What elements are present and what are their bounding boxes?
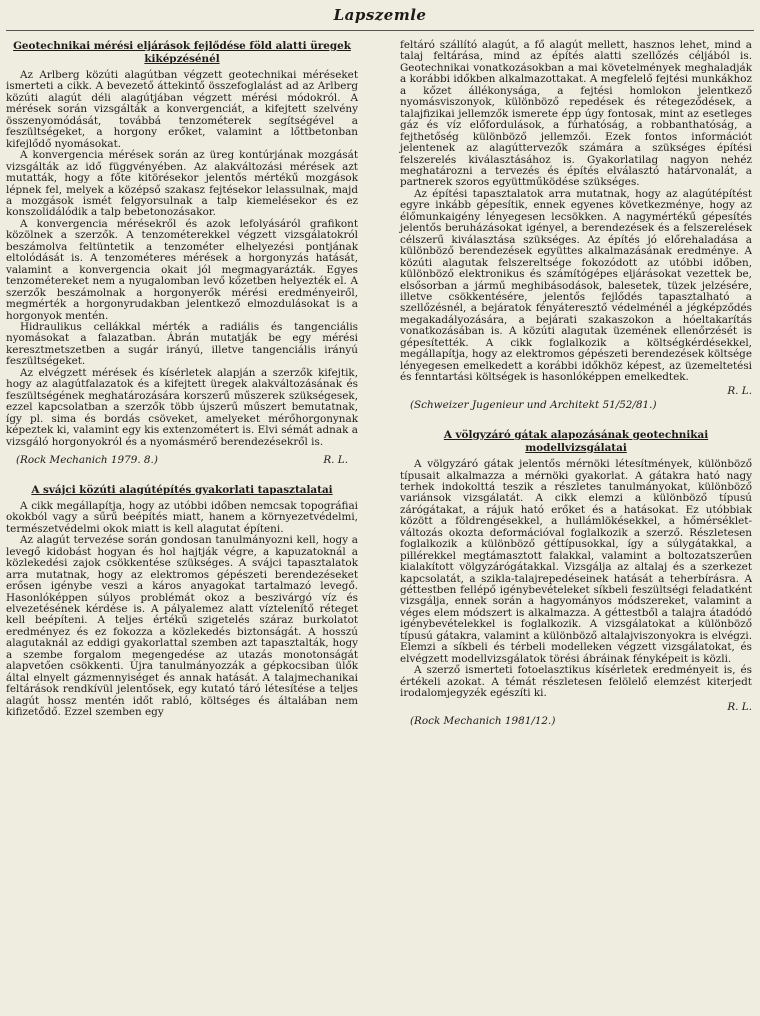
- author-initials: R. L.: [323, 453, 348, 466]
- article-title: A svájci közúti alagútépítés gyakorlati tapasztalatai: [31, 483, 333, 496]
- paragraph: Az Arlberg közúti alagútban végzett geotechnikai méréseket ismerteti a cikk. A bevezető áttekintő összefoglalást ad az Arlberg közúti alagút déli alagútjában végzett mérési módokról. A mérések során vizsgálták a konvergenciát, a kifejtett szelvény összenyomódását, továbbá tenzométerek segítségével a feszültségeket, a horgony erőket, valamint a lőttbetonban kifejlődő nyomásokat.: [6, 69, 358, 150]
- right-column: [400, 40, 752, 745]
- source-citation: (Rock Mechanich 1981/12.): [410, 715, 556, 728]
- source-citation: (Rock Mechanich 1979. 8.): [16, 453, 158, 466]
- paragraph: Hidraulikus cellákkal mérték a radiális és tangenciális nyomásokat a falazatban. Ábrán mutatják be egy mérési keresztmetszetben a sugár irányú, illetve tangenciális irányú feszültségeket.: [6, 320, 358, 368]
- header-divider: [6, 30, 754, 31]
- paragraph: Az építési tapasztalatok arra mutatnak, hogy az alagútépítést egyre inkább gépesítik, ennek egyenes következménye, hogy az élőmunkaigény lényegesen lecsökken. A nagymértékű gépesítés jelentős beruházásokat igényel, a berendezések és a felszerelések célszerű kiválasztása szükséges. Az építés jó előrehaladása a különböző berendezések együttes alkalmazásának eredménye. A közúti alagutak felszereltsége fokozódott az utóbbi időben, különböző elektronikus és számítógépes eljárásokat vezettek be, elsősorban a jármű meghibásodások, balesetek, tüzek jelzésére, illetve csökkentésére, jelentős fejlődés tapasztalható a szellőzésnél, a bejáratok fényáteresztő védelménél a jégképződés megakadályozására, a bejárati szakaszokon a hóeltakarítás vonatkozásában is. A közúti alagutak üzemének ellenőrzését is gépesítették. A cikk foglalkozik a költségkérdésekkel, megállapítja, hogy az elektromos gépészeti berendezések költsége lényegesen emelkedett a korábbi időkhöz képest, az üzemeltetési és fenntartási költségek is hasonlóképpen emelkedtek.: [400, 187, 752, 384]
- left-column: [6, 40, 358, 719]
- source-citation: (Schweizer Jugenieur und Architekt 51/52/81.): [410, 399, 657, 412]
- paragraph: A konvergencia mérések során az üreg kontúrjának mozgását vizsgálták az idő függvényében. Az alakváltozási mérések azt mutatták, hogy a főte kitörésekor jelentős mértékű mozgások lépnek fel, melyek a középső szakasz fejtésekor lelassulnak, majd a mozgások ismét felgyorsulnak a talp kiemelésekor és ez konszolidálódik a talp bebetonozásakor.: [6, 149, 358, 219]
- paragraph: A szerző ismerteti fotoelasztikus kísérletek eredményeit is, és értékeli azokat. A témát részletesen felölelő elemzést kiterjedt irodalomjegyzék egészíti ki.: [400, 664, 752, 700]
- paragraph: Az elvégzett mérések és kísérletek alapján a szerzők kifejtik, hogy az alagútfalazatok és a kifejtett üregek alakváltozásának és feszültségének meghatározására korszerű műszerek szükségesek, ezzel kapcsolatban a szerzők több újszerű műszert bemutatnak, így pl. sima és bordás csöveket, amelyeket mérőhorgonynak képeztek ki, valamint egy kis extenzométert is. Elvi sémát adnak a vizsgáló horgonyokról és a nyomásmérő berendezésekről is.: [6, 366, 358, 448]
- article-source: [410, 715, 742, 727]
- paragraph: Az alagút tervezése során gondosan tanulmányozni kell, hogy a levegő kidobást hogyan és hol hajtják végre, a kapuzatoknál a közlekedési zajok csökkentése szükséges. A svájci tapasztalatok arra mutatnak, hogy az elektromos gépészeti berendezéseket erősen igénybe veszi a káros anyagokat tartalmazó levegő. Hasonlóképpen súlyos problémát okoz a beszivárgó víz és elvezetésének kérdése is. A pályalemez alatt víztelenítő réteget kell beépíteni. A teljes értékű szigetelés száraz burkolatot eredményez és ez fokozza a közlekedés biztonságát. A hosszú alagutaknál az eddigi gyakorlattal szemben azt tapasztalták, hogy a szembe forgalom megengedése az utazás monotonságát alapvetően csökkenti. Újra tanulmányozzák a gépkocsiban ülők által elnyelt gázmennyiséget és annak hatását. A talajmechanikai feltárások rendkívül jelentősek, egy kutató táró létesítése a teljes alagút hossz mentén időt rabló, költséges és általában nem kifizetődő. Ezzel szemben egy: [6, 534, 358, 719]
- author-initials: R. L.: [727, 700, 752, 713]
- paragraph: A cikk megállapítja, hogy az utóbbi időben nemcsak topográfiai okokból vagy a sűrű beépítés miatt, hanem a környezetvédelmi, természetvédelmi okok miatt is kell alagutat építeni.: [6, 499, 358, 535]
- article-source: [16, 454, 348, 466]
- article-source: [410, 399, 742, 411]
- author-initials: R. L.: [727, 384, 752, 397]
- paragraph: feltáró szállító alagút, a fő alagút mellett, hasznos lehet, mind a talaj feltárása, mind az építés alatti szellőzés céljából is. Geotechnikai vonatkozásokban a mai követelmények meghaladják a korábbi időkben alkalmazottakat. A megfelelő fejtési munkákhoz a kőzet állékonysága, a fejtési homlokon jelentkező nyomásviszonyok, különböző repedések és rétegeződések, a talajfizikai jellemzők ismerete épp úgy fontosak, mint az esetleges gáz és víz előfordulások, a fúrhatóság, a robbanthatóság, a fejthetőség különböző jellemzői. Ezek fontos információt jelentenek az alagúttervezők számára a szükséges építési felszerelés kiválasztásához is. Gyakorlatilag nagyon nehéz meghatározni a tervezés és építés elválasztó határvonalát, a partnerek szoros együttműködése szükséges.: [400, 39, 752, 189]
- paragraph: A völgyzáró gátak jelentős mérnöki létesítmények, különböző típusait alkalmazza a mérnöki gyakorlat. A gátakra ható nagy terhek indokolttá teszik a részletes tanulmányokat, különböző variánsok vizsgálatát. A cikk elemzi a különböző típusú zárógátakat, a rájuk ható erőket és a hatásokat. Ez utóbbiak között a földrengésekkel, a hullámlökésekkel, a hőmérséklet-változás okozta deformációval foglalkozik a szerző. Részletesen foglalkozik a különböző géttípusokkal, így a súlygátakkal, a pillérekkel megtámasztott falakkal, valamint a boltozatszerűen kialakított völgyzárógátakkal. Vizsgálja az altalaj és a szerkezet kapcsolatát, a szikla-talajrepedéseinek hatását a teherbírásra. A géttestben fellépő igénybevételeket síkbeli feszültségi feladatként vizsgálja, ennek során a hagyományos módszereket, valamint a véges elem módszert is alkalmazza. A géttestből a talajra átadódó igénybevételekkel is foglalkozik. A vizsgálatokat a különböző típusú gátakra, valamint a különböző altalajviszonyokra is elvégzi. Elemzi a síkbeli és térbeli modelleken végzett vizsgálatokat, és elvégzett modellvizsgálatok törési ábráinak fényképeit is közli.: [400, 458, 752, 665]
- page-header-title: Lapszemle: [333, 6, 427, 24]
- article-title: Geotechnikai mérési eljárások fejlődése föld alatti üregek kiképzésénél: [13, 40, 351, 65]
- article-title: A völgyzáró gátak alapozásának geotechnikai modellvizsgálatai: [443, 429, 709, 455]
- paragraph: A konvergencia mérésekről és azok lefolyásáról grafikont közölnek a szerzők. A tenzométerekkel végzett vizsgálatokról beszámolva feltüntetik a tenzométer elhelyezési pontjának eltolódását is. A tenzométeres mérések a horgonyzás hatását, valamint a konvergencia okait jól megmagyarázták. Egyes tenzométereket nem a nyugalomban levő kőzetben helyezték el. A szerzők beszámolnak a horgonyerők mérési eredményeiről, megmérték a horgonyrudakban jelentkező elmozdulásokat is a horgonyok mentén.: [6, 217, 358, 322]
